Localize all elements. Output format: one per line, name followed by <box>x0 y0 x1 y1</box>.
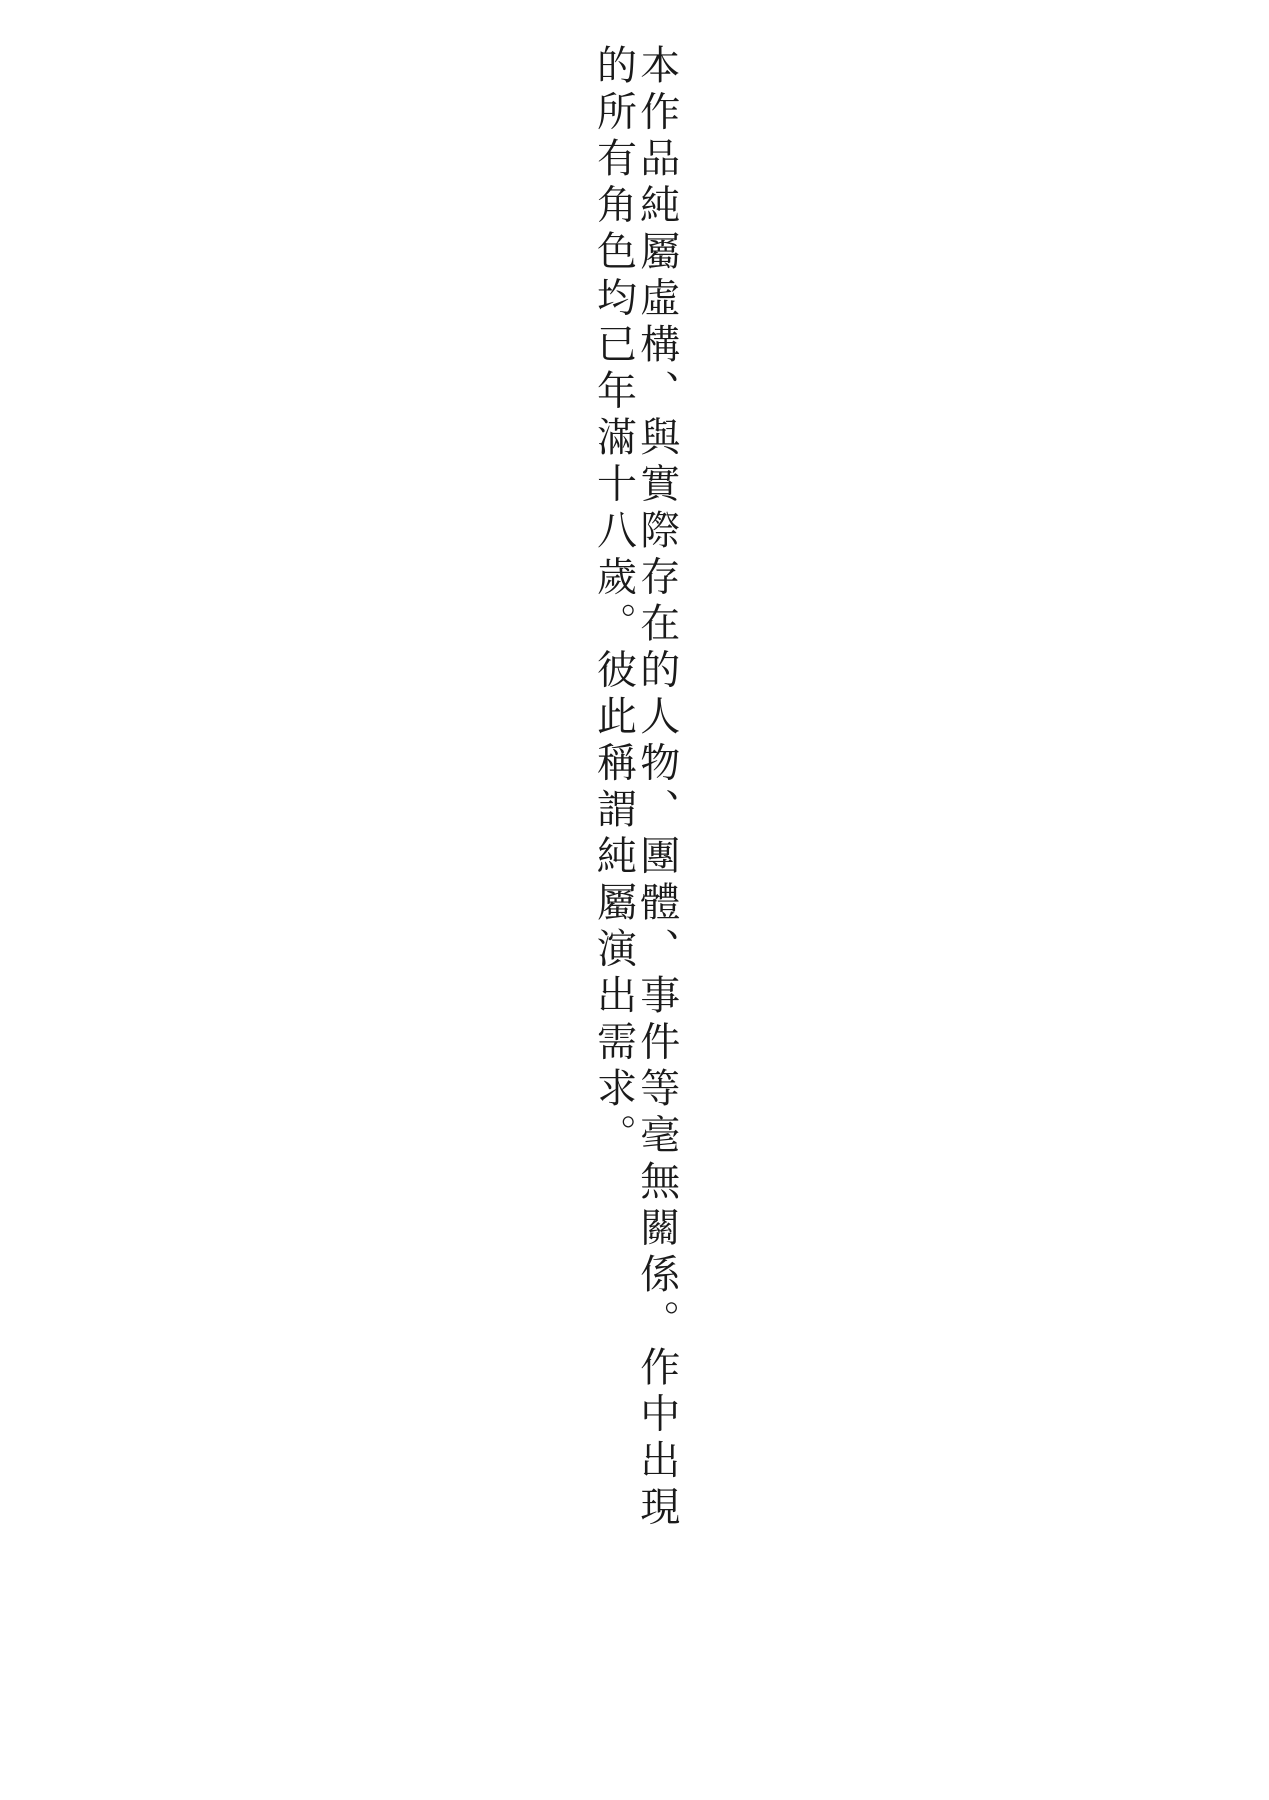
disclaimer-text: 本作品純屬虛構、與實際存在的人物、團體、事件等毫無關係。作中出現的所有角色均已年滿十八歲。彼此稱謂純屬演出需求。 <box>590 44 680 1532</box>
disclaimer-column <box>0 44 1269 1564</box>
